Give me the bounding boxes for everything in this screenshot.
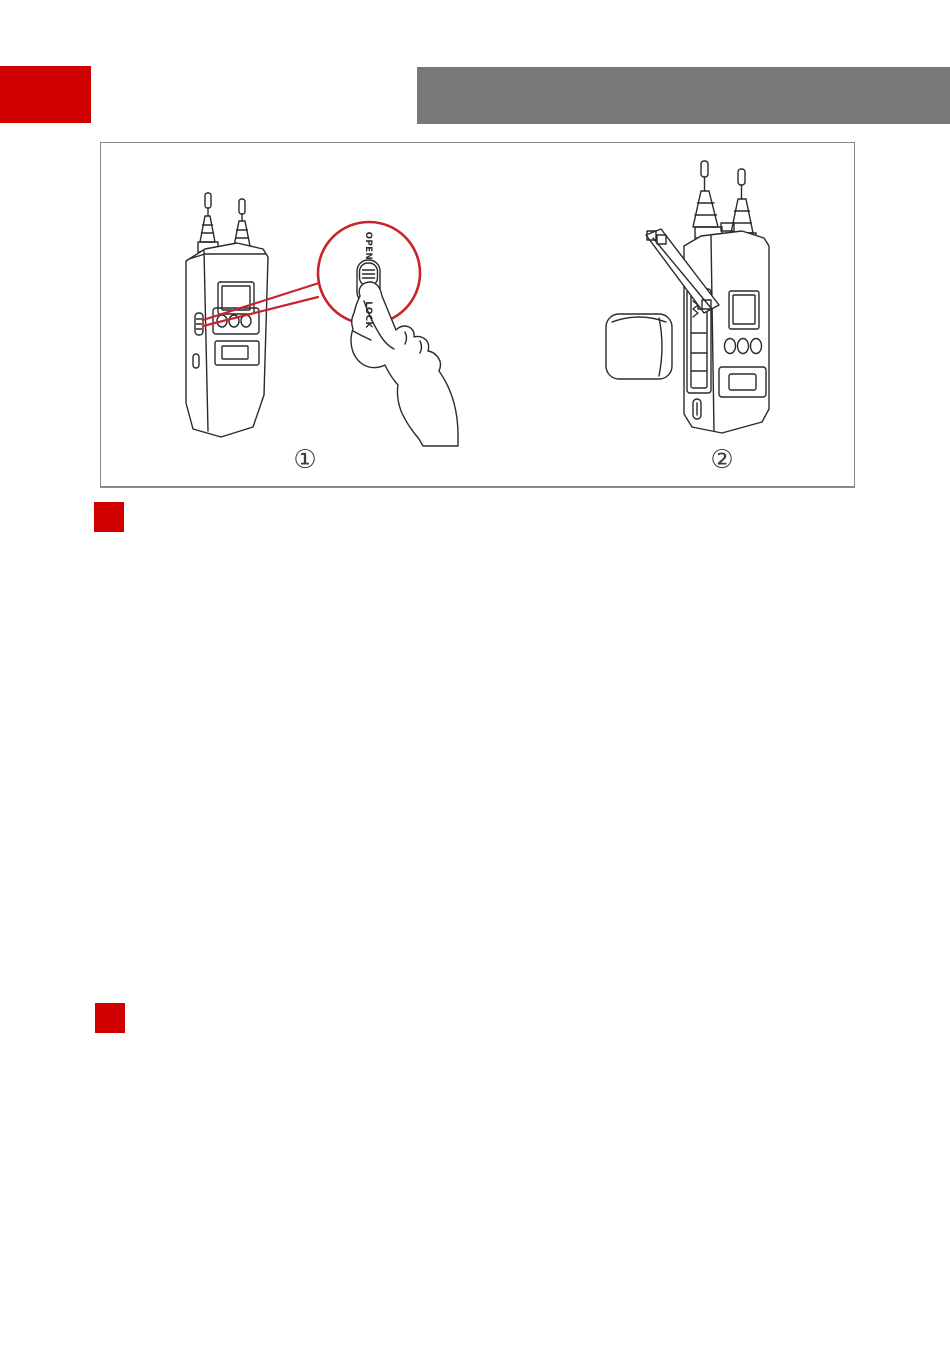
open-label: OPEN [363,231,373,261]
figure-caption-2: ② [710,445,734,475]
transmitter-illustration [186,193,268,437]
figure-frame [100,142,855,488]
side-switch-icon [195,313,203,335]
lock-label: LOCK [363,301,373,329]
figure-caption-1: ① [293,445,317,475]
section-marker-2 [95,1003,125,1033]
antenna-icon [198,193,218,252]
masthead-title-bar [417,67,950,124]
masthead-red-block [0,66,91,123]
antenna-icon [693,161,718,227]
battery-icon [606,314,672,379]
figure-artwork [101,143,854,486]
section-marker-1 [94,502,124,532]
receiver-battery-open-illustration [606,161,769,433]
